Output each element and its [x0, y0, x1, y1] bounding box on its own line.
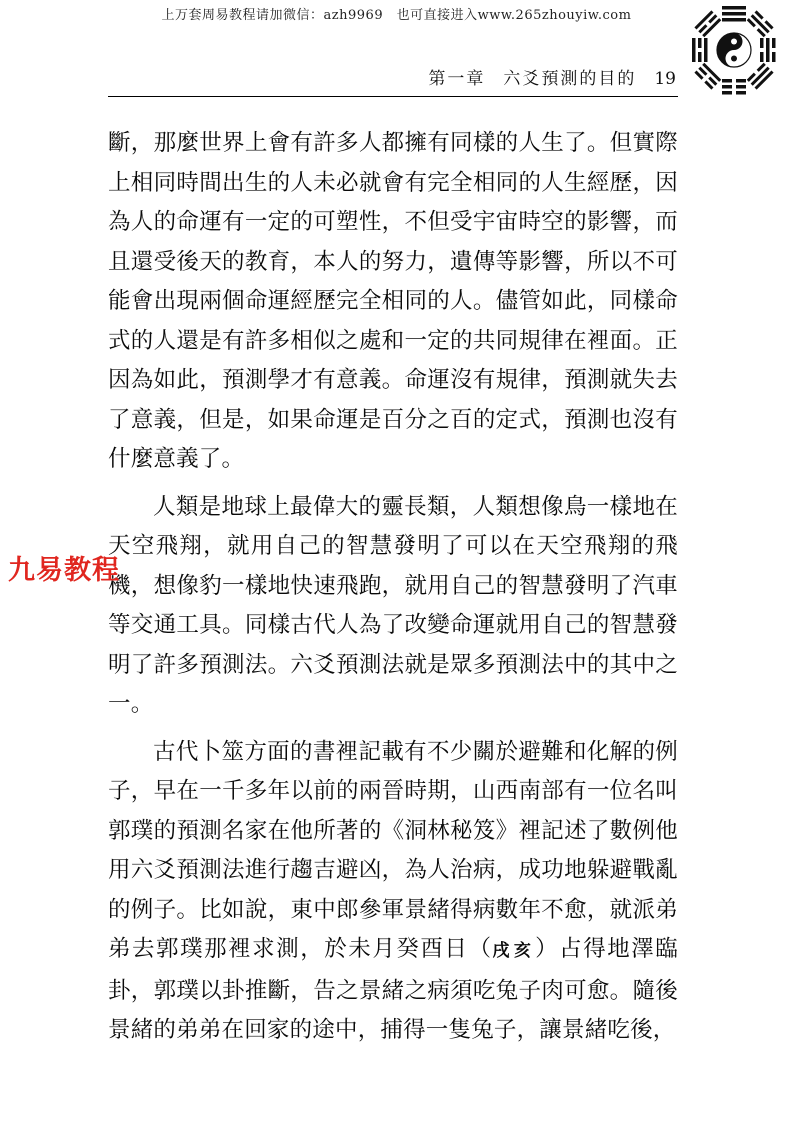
text-line: 明了許多預測法。六爻預測法就是眾多預測法中的其中之: [108, 651, 678, 678]
text-line: 機，想像豹一樣地快速飛跑，就用自己的智慧發明了汽車: [108, 572, 678, 599]
text-line: 郭璞的預測名家在他所著的《洞林秘笈》裡記述了數例他: [108, 817, 678, 844]
text-line: 且還受後天的教育，本人的努力，遺傳等影響，所以不可: [108, 248, 678, 275]
text-line: 人類是地球上最偉大的靈長類，人類想像鳥一樣地在: [153, 493, 678, 520]
paragraph-1: [108, 124, 678, 480]
text-line: 古代卜筮方面的書裡記載有不少關於避難和化解的例: [153, 738, 678, 765]
text-segment: ）占得地澤臨: [535, 936, 679, 962]
text-line: [108, 930, 678, 972]
text-line: 子，早在一千多年以前的兩晉時期，山西南部有一位名叫: [108, 778, 678, 804]
ganzhi-inline: 戌亥: [492, 941, 536, 961]
paragraph-2: [108, 488, 678, 725]
text-line: 因為如此，預測學才有意義。命運沒有規律，預測就失去: [108, 367, 678, 393]
body-text: [108, 124, 678, 1051]
text-line: 等交通工具。同樣古代人為了改變命運就用自己的智慧發: [108, 612, 678, 638]
text-line: 的例子。比如說，東中郎參軍景緒得病數年不愈，就派弟: [108, 896, 678, 923]
text-line: 一。: [108, 691, 154, 717]
text-line: 用六爻預測法進行趨吉避凶，為人治病，成功地躲避戰亂: [108, 857, 678, 883]
text-line: 式的人還是有許多相似之處和一定的共同規律在裡面。正: [108, 327, 678, 354]
running-head: [428, 64, 676, 89]
watermark-stamp: 九易教程: [8, 555, 120, 586]
paragraph-3: [108, 733, 678, 1051]
section-title: 六爻預測的目的: [503, 69, 637, 89]
text-line: 景緒的弟弟在回家的途中，捕得一隻兔子，讓景緒吃後，: [108, 1017, 676, 1043]
text-segment: 弟去郭璞那裡求測，於未月癸酉日（: [108, 936, 493, 962]
page-number: 19: [654, 69, 676, 89]
text-line: 能會出現兩個命運經歷完全相同的人。儘管如此，同樣命: [108, 288, 678, 314]
text-line: 為人的命運有一定的可塑性，不但受宇宙時空的影響，而: [108, 209, 678, 235]
text-line: 上相同時間出生的人未必就會有完全相同的人生經歷，因: [108, 169, 678, 196]
text-line: 天空飛翔，就用自己的智慧發明了可以在天空飛翔的飛: [108, 533, 678, 559]
text-line: 斷，那麼世界上會有許多人都擁有同樣的人生了。但實際: [108, 130, 678, 156]
text-line: 什麼意義了。: [108, 446, 245, 472]
bagua-yinyang-icon: [680, 0, 788, 108]
chapter-label: 第一章: [428, 69, 486, 89]
watermark-top-text: 上万套周易教程请加微信：azh9969 也可直接进入www.265zhouyiw.com: [161, 8, 632, 23]
text-line: 卦，郭璞以卦推斷，告之景緒之病須吃兔子肉可愈。隨後: [108, 977, 678, 1004]
text-line: 了意義，但是，如果命運是百分之百的定式，預測也沒有: [108, 406, 678, 433]
header-rule: [108, 96, 678, 97]
